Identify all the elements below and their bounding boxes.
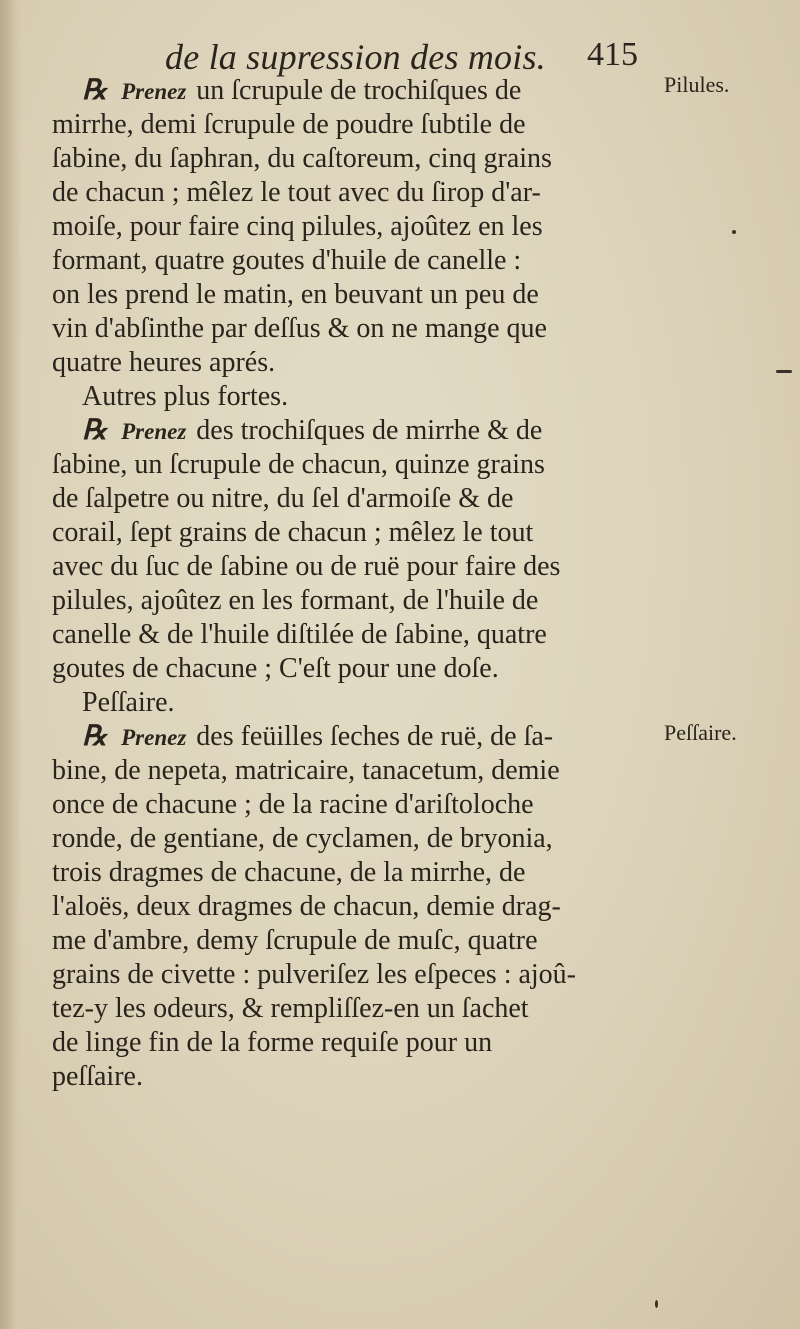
text-line: [52, 720, 672, 754]
recipe-symbol: ℞: [82, 721, 108, 752]
text-line: [52, 1026, 672, 1060]
text-line: [52, 550, 672, 584]
text-line: [52, 278, 672, 312]
line-text: ſabine, un ſcrupule de chacun, quinze grains: [52, 449, 545, 480]
text-line: [52, 958, 672, 992]
ink-speck: [655, 1300, 658, 1308]
line-text: ronde, de gentiane, de cyclamen, de bryonia,: [52, 823, 553, 854]
text-line: [52, 856, 672, 890]
line-text: de linge fin de la forme requiſe pour un: [52, 1027, 493, 1058]
line-text: Peſſaire.: [82, 687, 175, 718]
text-line: [52, 244, 672, 278]
line-text: mirrhe, demi ſcrupule de poudre ſubtile de: [52, 109, 526, 140]
text-line: [52, 142, 672, 176]
line-text: grains de civette : pulveriſez les eſpeces : ajoû-: [52, 959, 577, 990]
line-text: corail, ſept grains de chacun ; mêlez le tout: [52, 517, 534, 548]
body-text: [52, 74, 672, 1094]
recipe-symbol: ℞: [82, 75, 108, 106]
text-line: [52, 210, 672, 244]
text-line: [52, 176, 672, 210]
text-line: [52, 992, 672, 1026]
text-line: [52, 448, 672, 482]
text-line: [52, 108, 672, 142]
text-line: [52, 74, 672, 108]
ink-speck: [732, 230, 736, 234]
recipe-symbol: ℞: [82, 415, 108, 446]
line-text: canelle & de l'huile diſtilée de ſabine, quatre: [52, 619, 547, 650]
text-line: [52, 924, 672, 958]
text-line: [52, 516, 672, 550]
line-text: once de chacune ; de la racine d'ariſtoloche: [52, 789, 534, 820]
line-text: formant, quatre goutes d'huile de canelle :: [52, 245, 522, 276]
line-text: des feüilles ſeches de ruë, de ſa-: [196, 721, 554, 752]
text-line: [52, 788, 672, 822]
ink-speck: [776, 370, 792, 373]
prenez-word: Prenez: [121, 79, 187, 104]
text-line: [52, 584, 672, 618]
text-line: [52, 312, 672, 346]
text-line: [52, 618, 672, 652]
line-text: des trochiſques de mirrhe & de: [196, 415, 543, 446]
text-line: [52, 1060, 672, 1094]
line-text: l'aloës, deux dragmes de chacun, demie drag-: [52, 891, 561, 922]
prenez-word: Prenez: [121, 419, 187, 444]
line-text: vin d'abſinthe par deſſus & on ne mange que: [52, 313, 547, 344]
text-line: [52, 754, 672, 788]
prenez-word: Prenez: [121, 725, 187, 750]
line-text: avec du ſuc de ſabine ou de ruë pour faire des: [52, 551, 561, 582]
line-text: pilules, ajoûtez en les formant, de l'huile de: [52, 585, 539, 616]
text-line: [52, 414, 672, 448]
line-text: bine, de nepeta, matricaire, tanacetum, demie: [52, 755, 560, 786]
line-text: quatre heures aprés.: [52, 347, 276, 378]
line-text: tez-y les odeurs, & rempliſſez-en un ſachet: [52, 993, 529, 1024]
line-text: de ſalpetre ou nitre, du ſel d'armoiſe & de: [52, 483, 514, 514]
margin-note-pilules: Pilules.: [664, 72, 730, 97]
text-line: [52, 380, 672, 414]
line-text: ſabine, du ſaphran, du caſtoreum, cinq grains: [52, 143, 552, 174]
line-text: de chacun ; mêlez le tout avec du ſirop d'ar-: [52, 177, 541, 208]
text-line: [52, 346, 672, 380]
line-text: me d'ambre, demy ſcrupule de muſc, quatre: [52, 925, 538, 956]
page-gutter-shadow: [0, 0, 22, 1329]
text-line: [52, 652, 672, 686]
line-text: Autres plus fortes.: [82, 381, 289, 412]
line-text: trois dragmes de chacune, de la mirrhe, de: [52, 857, 526, 888]
line-text: peſſaire.: [52, 1061, 143, 1092]
line-text: un ſcrupule de trochiſques de: [196, 75, 522, 106]
line-text: on les prend le matin, en beuvant un peu de: [52, 279, 539, 310]
text-line: [52, 890, 672, 924]
margin-note-pessaire: Peſſaire.: [664, 720, 737, 745]
line-text: moiſe, pour faire cinq pilules, ajoûtez en les: [52, 211, 543, 242]
line-text: goutes de chacune ; C'eſt pour une doſe.: [52, 653, 499, 684]
text-line: [52, 686, 672, 720]
running-title: de la supression des mois.: [165, 37, 546, 77]
page-number: 415: [587, 36, 638, 73]
text-line: [52, 822, 672, 856]
text-line: [52, 482, 672, 516]
